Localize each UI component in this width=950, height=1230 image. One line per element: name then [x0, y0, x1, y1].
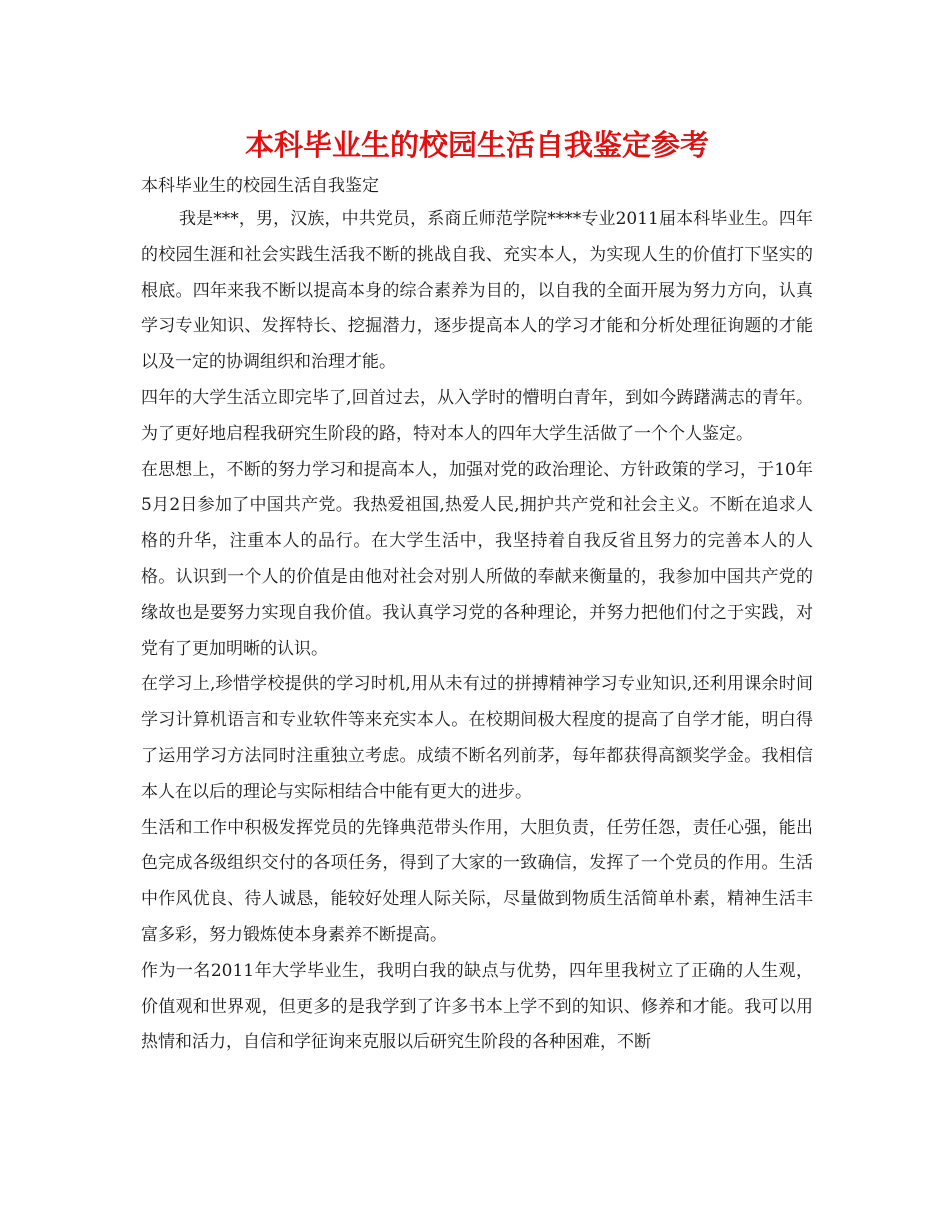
- document-subtitle: 本科毕业生的校园生活自我鉴定: [141, 176, 379, 196]
- paragraph-study: 在学习上,珍惜学校提供的学习时机,用从未有过的拼搏精神学习专业知识,还利用课余时间学习计算机语言和专业软件等来充实本人。在校期间极大程度的提高了自学才能，明白得了运用学习方法同时注重独立考虑。成绩不断名列前茅，每年都获得高额奖学金。我相信本人在以后的理论与实际相结合中能有更大的进步。: [141, 674, 813, 802]
- paragraph-intro: 我是***，男，汉族，中共党员，系商丘师范学院****专业2011届本科毕业生。四年的校园生涯和社会实践生活我不断的挑战自我、充实本人，为实现人生的价值打下坚实的根底。四年来我不断以提高本身的综合素养为目的，以自我的全面开展为努力方向，认真学习专业知识、发挥特长、挖掘潜力，逐步提高本人的学习才能和分析处理征询题的才能以及一定的协调组织和治理才能。: [141, 209, 813, 373]
- paragraph-life-work: 生活和工作中积极发挥党员的先锋典范带头作用，大胆负责，任劳任怨，责任心强，能出色完成各级组织交付的各项任务，得到了大家的一致确信，发挥了一个党员的作用。生活中作风优良、待人诚恳，能较好处理人际关际，尽量做到物质生活简单朴素，精神生活丰富多彩，努力锻炼使本身素养不断提高。: [141, 817, 813, 945]
- document-title: 本科毕业生的校园生活自我鉴定参考: [244, 128, 709, 162]
- paragraph-conclusion: 作为一名2011年大学毕业生，我明白我的缺点与优势，四年里我树立了正确的人生观，价值观和世界观，但更多的是我学到了许多书本上学不到的知识、修养和才能。我可以用热情和活力，自信和学征询来克服以后研究生阶段的各种困难，不断: [141, 960, 813, 1053]
- document-page: [141, 120, 813, 1061]
- paragraph-summary: 四年的大学生活立即完毕了,回首过去，从入学时的懵明白青年，到如今踌躇满志的青年。为了更好地启程我研究生阶段的路，特对本人的四年大学生活做了一个个人鉴定。: [141, 387, 813, 444]
- paragraph-thought: 在思想上，不断的努力学习和提高本人，加强对党的政治理论、方针政策的学习，于10年5月2日参加了中国共产党。我热爱祖国,热爱人民,拥护共产党和社会主义。不断在追求人格的升华，注重本人的品行。在大学生活中，我坚持着自我反省且努力的完善本人的人格。认识到一个人的价值是由他对社会对别人所做的奉献来衡量的，我参加中国共产党的缘故也是要努力实现自我价值。我认真学习党的各种理论，并努力把他们付之于实践，对党有了更加明晰的认识。: [141, 459, 813, 659]
